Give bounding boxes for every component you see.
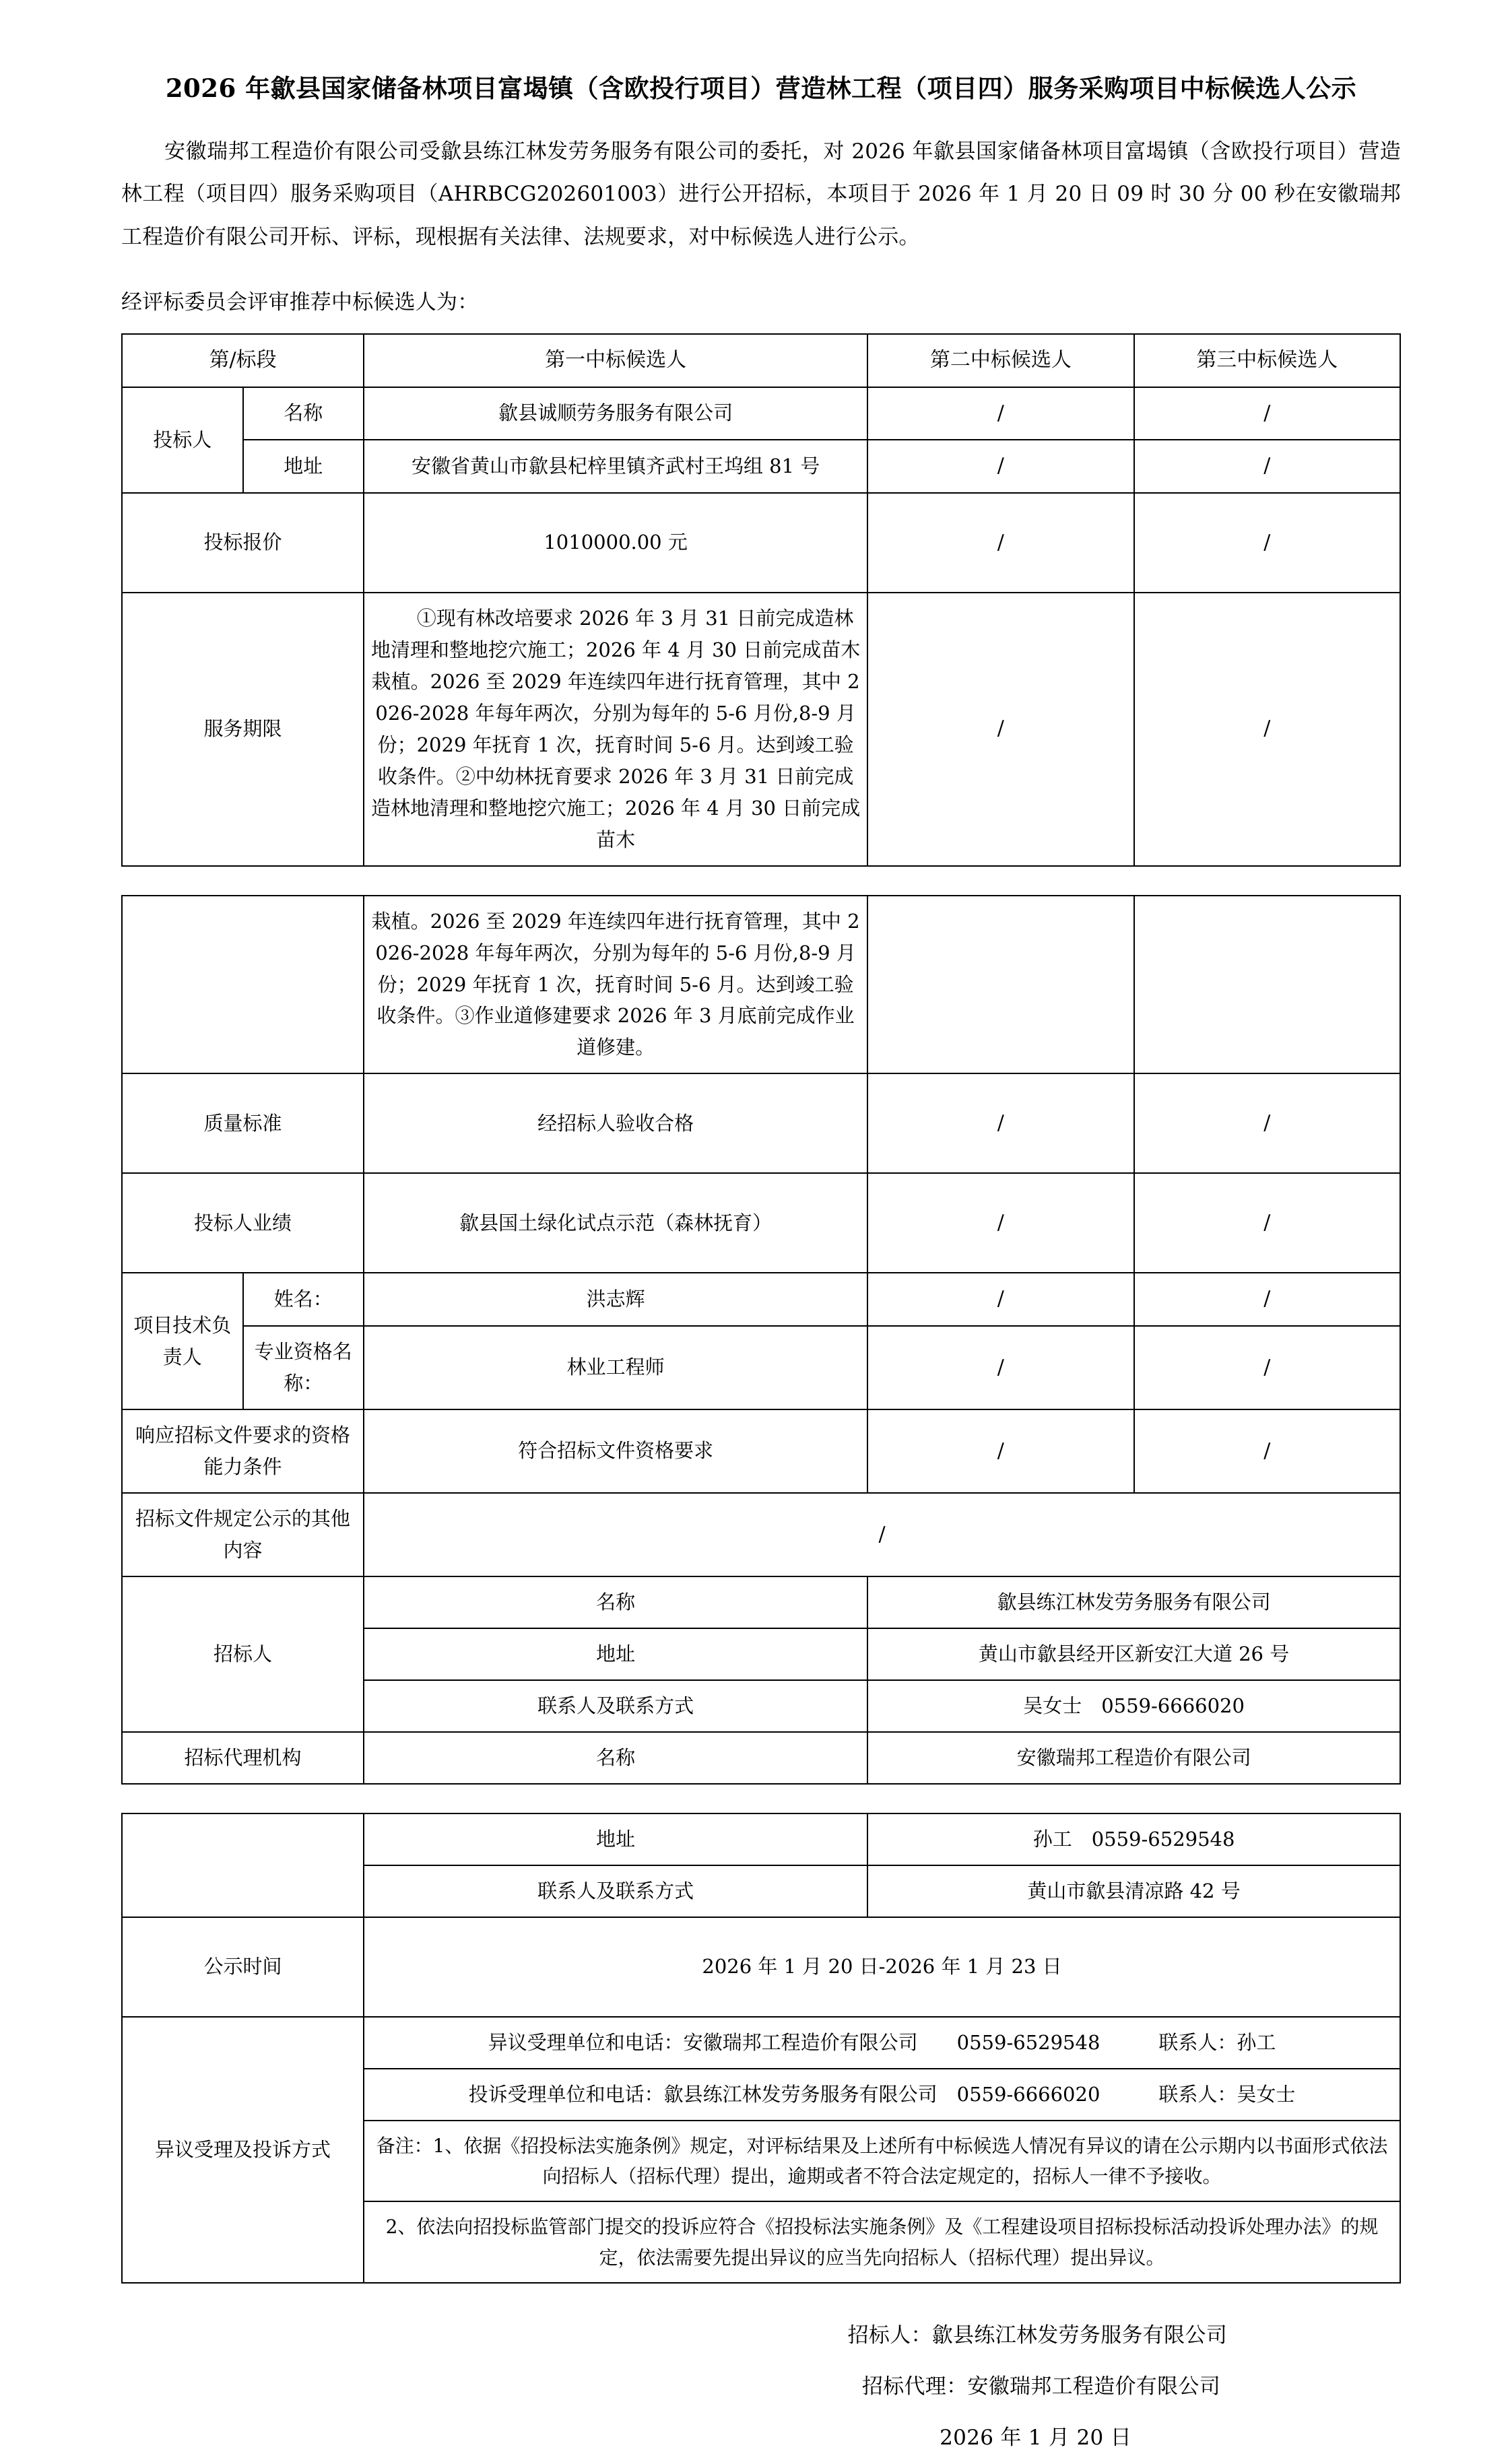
table-row bbox=[122, 493, 1400, 593]
label-tenderer-contact: 联系人及联系方式 bbox=[364, 1680, 867, 1732]
table-row bbox=[122, 1732, 1400, 1784]
value-agency-contact: 黄山市歙县清凉路 42 号 bbox=[867, 1865, 1400, 1917]
value-person-name: 洪志辉 bbox=[364, 1273, 867, 1326]
signature-tenderer: 招标人：歙县练江林发劳务服务有限公司 bbox=[847, 2323, 1227, 2348]
value-bidder-performance-third: / bbox=[1134, 1173, 1400, 1273]
label-bidder-address: 地址 bbox=[243, 440, 364, 493]
candidates-table-part3 bbox=[121, 1813, 1401, 2284]
label-notice-period: 公示时间 bbox=[122, 1917, 364, 2017]
label-tenderer-address: 地址 bbox=[364, 1628, 867, 1680]
value-bid-price: 1010000.00 元 bbox=[364, 493, 867, 593]
candidates-table-part1 bbox=[121, 333, 1401, 867]
value-note-1: 备注：1、依据《招投标法实施条例》规定，对评标结果及上述所有中标候选人情况有异议的请在公示期内以书面形式依法向招标人（招标代理）提出，逾期或者不符合法定规定的，招标人一律不予接收。 bbox=[364, 2121, 1400, 2202]
table-row bbox=[122, 1576, 1400, 1628]
signature-date: 2026 年 1 月 20 日 bbox=[940, 2425, 1131, 2450]
label-agency-name: 名称 bbox=[364, 1732, 867, 1784]
value-bidder-address-third: / bbox=[1134, 440, 1400, 493]
value-qualification-conditions-second: / bbox=[867, 1409, 1133, 1493]
label-person-name: 姓名： bbox=[243, 1273, 364, 1326]
value-objection-unit: 异议受理单位和电话：安徽瑞邦工程造价有限公司 0559-6529548 联系人：孙工 bbox=[364, 2017, 1400, 2069]
value-pro-qualification-third: / bbox=[1134, 1326, 1400, 1409]
value-notice-period: 2026 年 1 月 20 日-2026 年 1 月 23 日 bbox=[364, 1917, 1400, 2017]
label-agency-address: 地址 bbox=[364, 1813, 867, 1865]
value-other-content: / bbox=[364, 1493, 1400, 1576]
value-agency-name: 安徽瑞邦工程造价有限公司 bbox=[867, 1732, 1400, 1784]
value-quality-standard-third: / bbox=[1134, 1073, 1400, 1173]
value-pro-qualification-second: / bbox=[867, 1326, 1133, 1409]
value-bidder-name: 歙县诚顺劳务服务有限公司 bbox=[364, 387, 867, 440]
label-pro-qualification: 专业资格名称： bbox=[243, 1326, 364, 1409]
table-row bbox=[122, 440, 1400, 493]
value-service-period-third: / bbox=[1134, 593, 1400, 866]
lead-paragraph: 经评标委员会评审推荐中标候选人为： bbox=[121, 290, 479, 315]
table-row bbox=[122, 1326, 1400, 1409]
label-qualification-conditions: 响应招标文件要求的资格能力条件 bbox=[122, 1409, 364, 1493]
table-row bbox=[122, 1409, 1400, 1493]
value-service-period-part1: ①现有林改培要求 2026 年 3 月 31 日前完成造林地清理和整地挖穴施工；2026 年 4 月 30 日前完成苗木栽植。2026 至 2029 年连续四年进行抚育管理，其中 2026-2028 年每年两次，分别为每年的 5-6 月份,8-9 月份；2029 年抚育 1 次，抚育时间 5-6 月。达到竣工验收条件。②中幼林抚育要求 2026 年 3 月 31 日前完成造林地清理和整地挖穴施工；2026 年 4 月 30 日前完成苗木 bbox=[364, 593, 867, 866]
value-person-name-second: / bbox=[867, 1273, 1133, 1326]
value-bidder-performance-second: / bbox=[867, 1173, 1133, 1273]
value-qualification-conditions: 符合招标文件资格要求 bbox=[364, 1409, 867, 1493]
value-bidder-name-second: / bbox=[867, 387, 1133, 440]
table-row bbox=[122, 334, 1400, 387]
value-tenderer-contact: 吴女士 0559-6666020 bbox=[867, 1680, 1400, 1732]
value-service-period-cont-third bbox=[1134, 896, 1400, 1074]
header-first-candidate: 第一中标候选人 bbox=[364, 334, 867, 387]
table-row bbox=[122, 2017, 1400, 2069]
table-row bbox=[122, 1493, 1400, 1576]
candidates-table-part2 bbox=[121, 895, 1401, 1785]
label-bidder-performance: 投标人业绩 bbox=[122, 1173, 364, 1273]
table-row bbox=[122, 387, 1400, 440]
header-section: 第/标段 bbox=[122, 334, 364, 387]
value-service-period-cont-second bbox=[867, 896, 1133, 1074]
table-row bbox=[122, 1173, 1400, 1273]
label-tech-lead: 项目技术负责人 bbox=[122, 1273, 243, 1409]
table-row bbox=[122, 1073, 1400, 1173]
table-row bbox=[122, 1813, 1400, 1865]
value-tenderer-address: 黄山市歙县经开区新安江大道 26 号 bbox=[867, 1628, 1400, 1680]
value-bidder-performance: 歙县国土绿化试点示范（森林抚育） bbox=[364, 1173, 867, 1273]
table-row bbox=[122, 593, 1400, 866]
value-note-2: 2、依法向招投标监管部门提交的投诉应符合《招投标法实施条例》及《工程建设项目招标投标活动投诉处理办法》的规定，依法需要先提出异议的应当先向招标人（招标代理）提出异议。 bbox=[364, 2201, 1400, 2283]
intro-paragraph: 安徽瑞邦工程造价有限公司受歙县练江林发劳务服务有限公司的委托，对 2026 年歙县国家储备林项目富堨镇（含欧投行项目）营造林工程（项目四）服务采购项目（AHRBCG202601003）进行公开招标，本项目于 2026 年 1 月 20 日 09 时 30 分 00 秒在安徽瑞邦工程造价有限公司开标、评标，现根据有关法律、法规要求，对中标候选人进行公示。 bbox=[121, 139, 1401, 249]
label-agency: 招标代理机构 bbox=[122, 1732, 364, 1784]
header-second-candidate: 第二中标候选人 bbox=[867, 334, 1133, 387]
label-other-content: 招标文件规定公示的其他内容 bbox=[122, 1493, 364, 1576]
value-bidder-address-second: / bbox=[867, 440, 1133, 493]
label-agency-cont bbox=[122, 1813, 364, 1917]
label-quality-standard: 质量标准 bbox=[122, 1073, 364, 1173]
value-bid-price-third: / bbox=[1134, 493, 1400, 593]
label-service-period: 服务期限 bbox=[122, 593, 364, 866]
value-bidder-address: 安徽省黄山市歙县杞梓里镇齐武村王坞组 81 号 bbox=[364, 440, 867, 493]
label-agency-contact: 联系人及联系方式 bbox=[364, 1865, 867, 1917]
label-bidder: 投标人 bbox=[122, 387, 243, 493]
label-tenderer: 招标人 bbox=[122, 1576, 364, 1732]
value-quality-standard: 经招标人验收合格 bbox=[364, 1073, 867, 1173]
value-bidder-name-third: / bbox=[1134, 387, 1400, 440]
signature-agency: 招标代理：安徽瑞邦工程造价有限公司 bbox=[861, 2374, 1220, 2399]
label-bidder-name: 名称 bbox=[243, 387, 364, 440]
value-service-period-second: / bbox=[867, 593, 1133, 866]
value-complaint-unit: 投诉受理单位和电话：歙县练江林发劳务服务有限公司 0559-6666020 联系人：吴女士 bbox=[364, 2069, 1400, 2121]
value-quality-standard-second: / bbox=[867, 1073, 1133, 1173]
label-tenderer-name: 名称 bbox=[364, 1576, 867, 1628]
page-break-gap-2 bbox=[121, 1785, 1401, 1813]
table-row bbox=[122, 1273, 1400, 1326]
label-bid-price: 投标报价 bbox=[122, 493, 364, 593]
header-third-candidate: 第三中标候选人 bbox=[1134, 334, 1400, 387]
value-qualification-conditions-third: / bbox=[1134, 1409, 1400, 1493]
value-pro-qualification: 林业工程师 bbox=[364, 1326, 867, 1409]
value-tenderer-name: 歙县练江林发劳务服务有限公司 bbox=[867, 1576, 1400, 1628]
label-objection: 异议受理及投诉方式 bbox=[122, 2017, 364, 2283]
page-title: 2026 年歙县国家储备林项目富堨镇（含欧投行项目）营造林工程（项目四）服务采购项目中标候选人公示 bbox=[165, 73, 1357, 103]
value-agency-address: 孙工 0559-6529548 bbox=[867, 1813, 1400, 1865]
table-row bbox=[122, 1917, 1400, 2017]
value-service-period-part2: 栽植。2026 至 2029 年连续四年进行抚育管理，其中 2026-2028 年每年两次，分别为每年的 5-6 月份,8-9 月份；2029 年抚育 1 次，抚育时间 5-6 月。达到竣工验收条件。③作业道修建要求 2026 年 3 月底前完成作业道修建。 bbox=[364, 896, 867, 1074]
table-row bbox=[122, 896, 1400, 1074]
label-service-period-cont bbox=[122, 896, 364, 1074]
page-break-gap-1 bbox=[121, 867, 1401, 895]
value-person-name-third: / bbox=[1134, 1273, 1400, 1326]
value-bid-price-second: / bbox=[867, 493, 1133, 593]
